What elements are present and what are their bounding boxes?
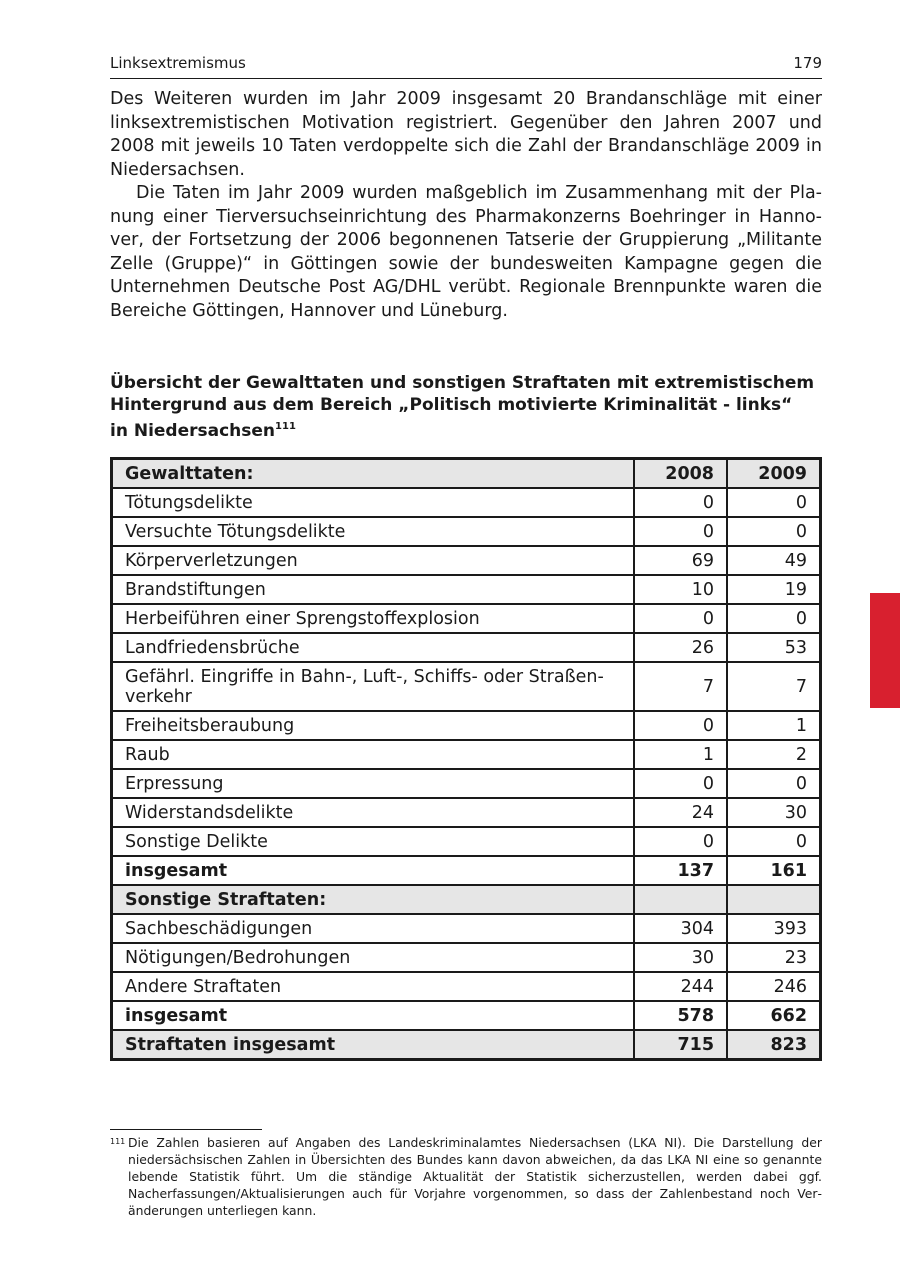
value-2009: 30 [727,798,821,827]
table-row [112,575,821,604]
value-2009: 393 [727,914,821,943]
table-row [112,517,821,546]
caption-line-3-text: in Niedersachsen [110,421,276,441]
value-2008: 0 [634,517,727,546]
violent-total-row [112,856,821,885]
empty-cell [634,885,727,914]
footnote-number: 111 [110,1137,126,1146]
value-2009: 0 [727,604,821,633]
value-2009: 246 [727,972,821,1001]
row-label: Sachbeschädigungen [112,914,635,943]
value-2008: 244 [634,972,727,1001]
value-2009: 161 [727,856,821,885]
value-2008: 0 [634,827,727,856]
section-title: Linksextremismus [110,54,246,72]
header-label: Gewalttaten: [112,459,635,489]
paragraph-2: Die Taten im Jahr 2009 wurden maßgeblich im Zusammenhang mit der Planung einer Tierversuchseinrichtung des Pharmakonzerns Boehringer in Hannover, der Fortsetzung der 2006 begonnenen Tatserie der Gruppierung „Militante Zelle (Gruppe)“ in Göttingen sowie der bundesweiten Kampagne gegen die Unternehmen Deutsche Post AG/DHL verübt. Regionale Brennpunkte waren die Bereiche Göttingen, Hannover und Lüneburg. [110,183,822,321]
value-2008: 0 [634,769,727,798]
other-total-row [112,1001,821,1030]
grand-total-row [112,1030,821,1060]
value-2008: 30 [634,943,727,972]
value-2009: 7 [727,662,821,711]
header-year-2009: 2009 [727,459,821,489]
table-row [112,769,821,798]
page-number: 179 [793,54,822,72]
value-2009: 0 [727,827,821,856]
value-2009: 0 [727,769,821,798]
footnote-text: Die Zahlen basieren auf Angaben des Landeskriminalamtes Niedersachsen (LKA NI). Die Darstellung der niedersächsischen Zahlen in Übersichten des Bundes kann davon abweichen, da das LKA NI eine so genannte lebende Statistik führt. Um die ständige Aktualität der Statistik sicherzustellen, werden dabei ggf. Nacherfassungen/Aktualisierungen auch für Vorjahre vorgenommen, so dass der Zahlenbestand noch Veränderungen unterliegen kann. [128,1135,822,1218]
header-year-2008: 2008 [634,459,727,489]
row-label: Landfriedensbrüche [112,633,635,662]
paragraph-1: Des Weiteren wurden im Jahr 2009 insgesamt 20 Brandanschläge mit einer linksextremistischen Motivation registriert. Gegenüber den Jahren 2007 und 2008 mit jeweils 10 Taten verdoppelte sich die Zahl der Brandanschläge 2009 in Niedersachsen. [110,89,822,180]
value-2008: 0 [634,604,727,633]
row-label: Körperverletzungen [112,546,635,575]
table-row [112,488,821,517]
value-2009: 0 [727,488,821,517]
value-2009: 823 [727,1030,821,1060]
row-label: Erpressung [112,769,635,798]
value-2009: 53 [727,633,821,662]
row-label: Andere Straftaten [112,972,635,1001]
row-label: Freiheitsberaubung [112,711,635,740]
value-2008: 1 [634,740,727,769]
value-2009: 662 [727,1001,821,1030]
table-row [112,604,821,633]
row-label: Widerstandsdelikte [112,798,635,827]
table-row [112,711,821,740]
caption-line-2: Hintergrund aus dem Bereich „Politisch motivierte Kriminalität - links“ [110,395,793,415]
row-label: Nötigungen/Bedrohungen [112,943,635,972]
chapter-side-tab [870,593,900,708]
row-label: Tötungsdelikte [112,488,635,517]
row-label: Herbeiführen einer Sprengstoffexplosion [112,604,635,633]
table-row [112,662,821,711]
table-row [112,972,821,1001]
value-2008: 304 [634,914,727,943]
table-row [112,546,821,575]
footnote [110,1134,822,1219]
empty-cell [727,885,821,914]
table-row [112,943,821,972]
body-text [110,88,822,323]
crime-statistics-table [110,457,822,1061]
value-2008: 715 [634,1030,727,1060]
table-row [112,827,821,856]
row-label: Raub [112,740,635,769]
value-2008: 0 [634,711,727,740]
caption-line-3 [110,416,822,442]
value-2009: 49 [727,546,821,575]
caption-line-1: Übersicht der Gewalttaten und sonstigen Straftaten mit extremistischem [110,373,815,393]
row-label: Versuchte Tötungsdelikte [112,517,635,546]
value-2008: 10 [634,575,727,604]
table-row [112,914,821,943]
value-2008: 137 [634,856,727,885]
row-label: Sonstige Delikte [112,827,635,856]
value-2008: 69 [634,546,727,575]
table-row [112,633,821,662]
footnote-rule [110,1129,262,1130]
value-2009: 1 [727,711,821,740]
table-caption [110,372,822,442]
table-header-row [112,459,821,489]
value-2009: 0 [727,517,821,546]
value-2009: 23 [727,943,821,972]
value-2008: 0 [634,488,727,517]
value-2009: 2 [727,740,821,769]
footnote-reference: 111 [275,421,296,432]
other-offences-header-row [112,885,821,914]
row-label: Gefährl. Eingriffe in Bahn-, Luft-, Schiffs- oder Straßenverkehr [112,662,635,711]
value-2008: 7 [634,662,727,711]
row-label: Brandstiftungen [112,575,635,604]
row-label: Straftaten insgesamt [112,1030,635,1060]
table-row [112,740,821,769]
row-label: insgesamt [112,856,635,885]
table-row [112,798,821,827]
row-label: Sonstige Straftaten: [112,885,635,914]
row-label: insgesamt [112,1001,635,1030]
running-header [110,52,822,79]
value-2009: 19 [727,575,821,604]
value-2008: 24 [634,798,727,827]
value-2008: 578 [634,1001,727,1030]
value-2008: 26 [634,633,727,662]
